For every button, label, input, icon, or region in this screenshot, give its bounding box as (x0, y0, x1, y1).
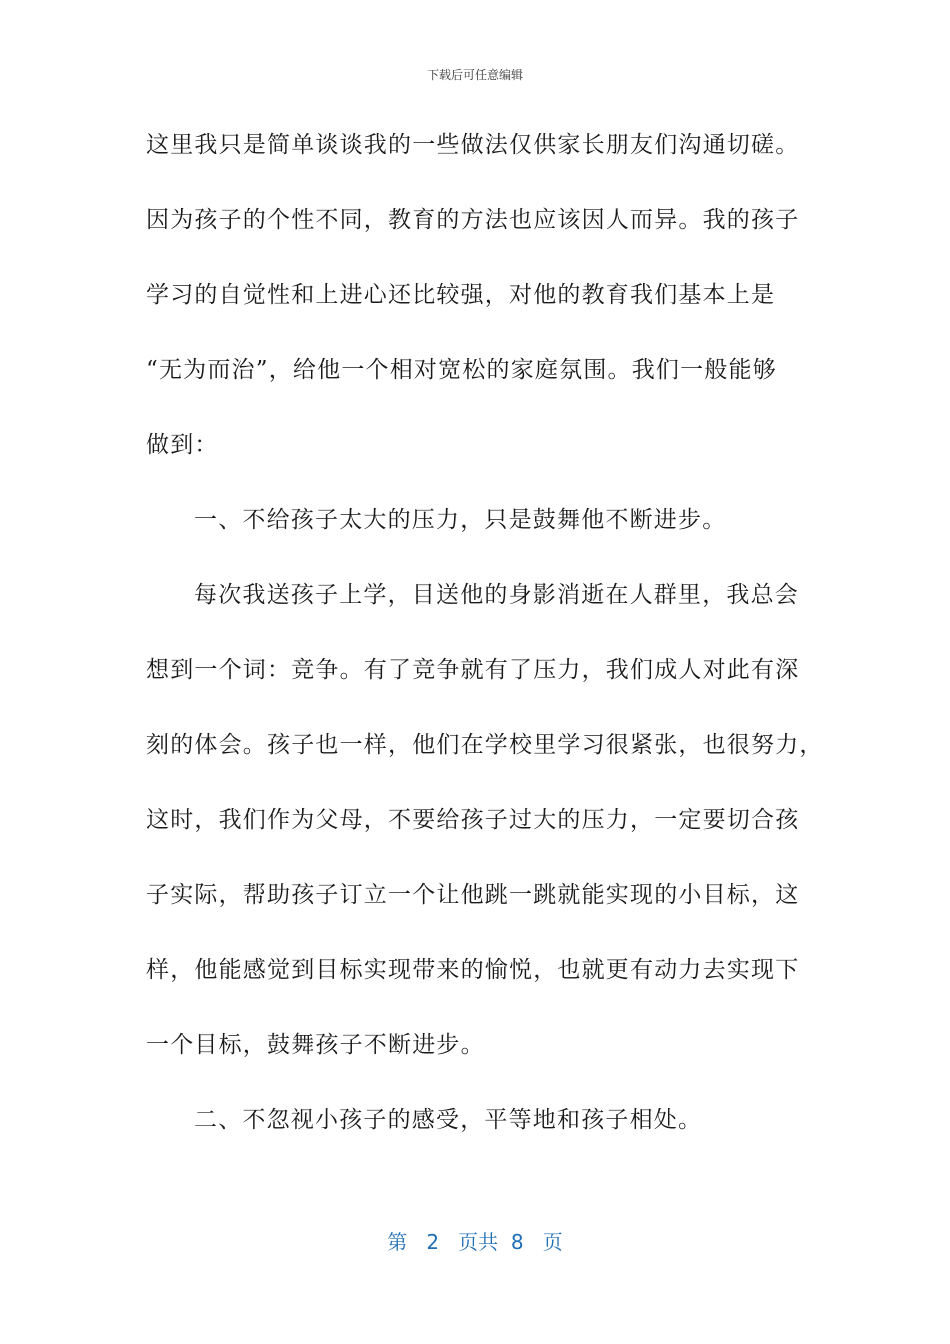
footer-middle: 页共 (458, 1230, 499, 1254)
body-line: 学习的自觉性和上进心还比较强，对他的教育我们基本上是 (146, 282, 776, 308)
body-line: 刻的体会。孩子也一样，他们在学校里学习很紧张，也很努力， (146, 732, 824, 758)
body-line: 这时，我们作为父母，不要给孩子过大的压力，一定要切合孩 (146, 807, 800, 833)
footer-prefix: 第 (387, 1230, 408, 1254)
body-line: 子实际，帮助孩子订立一个让他跳一跳就能实现的小目标，这 (146, 882, 800, 908)
body-line: 这里我只是简单谈谈我的一些做法仅供家长朋友们沟通切磋。 (146, 132, 800, 158)
header-note: 下载后可任意编辑 (426, 68, 523, 82)
total-page-number: 8 (510, 1230, 524, 1254)
section-heading: 二、不忽视小孩子的感受，平等地和孩子相处。 (194, 1107, 703, 1133)
body-line: 做到： (146, 432, 219, 458)
footer-suffix: 页 (542, 1230, 563, 1254)
body-line: 想到一个词：竞争。有了竞争就有了压力，我们成人对此有深 (146, 657, 800, 683)
body-line: 每次我送孩子上学，目送他的身影消逝在人群里，我总会 (194, 582, 799, 608)
page-footer (0, 1226, 950, 1255)
body-line: 因为孩子的个性不同，教育的方法也应该因人而异。我的孩子 (146, 207, 800, 233)
body-line: “无为而治”，给他一个相对宽松的家庭氛围。我们一般能够 (146, 357, 777, 383)
body-line: 一个目标，鼓舞孩子不断进步。 (146, 1032, 485, 1058)
section-heading: 一、不给孩子太大的压力，只是鼓舞他不断进步。 (194, 507, 727, 533)
body-line: 样，他能感觉到目标实现带来的愉悦，也就更有动力去实现下 (146, 957, 800, 983)
current-page-number: 2 (426, 1230, 440, 1254)
